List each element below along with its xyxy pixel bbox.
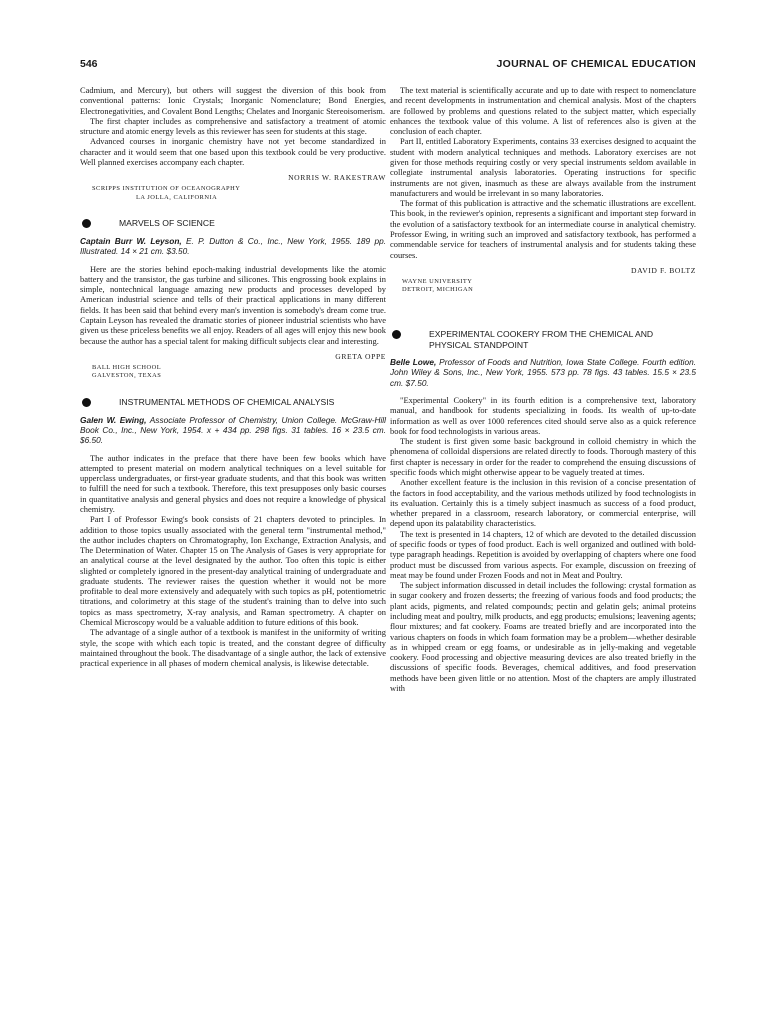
book-details: Associate Professor of Chemistry, Union College. McGraw-Hill Book Co., Inc., New York, 1954. x + 434 pp. 298 figs. 31 tables. 16 × 23.5 cm. $6.50.: [80, 414, 386, 446]
page-header: [80, 58, 696, 72]
left-column: [80, 85, 386, 668]
reviewer-name: NORRIS W. RAKESTRAW: [288, 173, 386, 183]
review-heading: [80, 397, 386, 408]
journal-title: JOURNAL OF CHEMICAL EDUCATION: [496, 58, 696, 70]
body-paragraph: Another excellent feature is the inclusion in this revision of a concise presentation of the factors in food acceptability, and the various methods utilized by food technologists in its evaluation. Certainly this is a timely subject inasmuch as success of a food product, whether prepared in a classroom, research laboratory, or commercial enterprise, will depend upon its palatability characteristics.: [390, 477, 696, 529]
review-title: INSTRUMENTAL METHODS OF CHEMICAL ANALYSIS: [119, 397, 335, 408]
book-details: Professor of Foods and Nutrition, Iowa State College. Fourth edition. John Wiley & Sons, Inc., New York, 1955. 573 pp. 78 figs. 43 tables. 15.5 × 23.5 cm. $7.50.: [390, 357, 696, 388]
body-paragraph: "Experimental Cookery" in its fourth edition is a comprehensive text, laboratory manual, and handbook for students specializing in foods. Its wealth of up-to-date information as well as over 1000 references cited should serve also as a quick reference book for food technologists in various areas.: [390, 395, 696, 436]
body-paragraph: The first chapter includes as comprehensive and satisfactory a treatment of atomic structure and atomic energy levels as this reviewer has seen for students at this stage.: [80, 115, 386, 137]
bullet-icon: [82, 398, 91, 407]
body-paragraph: Advanced courses in inorganic chemistry have not yet become standardized in character and it would seem that one based upon this textbook could be very productive. Well planned exercises accompany each chapter.: [80, 136, 386, 167]
review-heading: [390, 329, 696, 350]
reviewer-location: DETROIT, MICHIGAN: [402, 286, 474, 294]
reviewer-affiliation: SCRIPPS INSTITUTION OF OCEANOGRAPHY: [92, 185, 241, 193]
reviewer-affiliation: WAYNE UNIVERSITY: [402, 277, 473, 285]
body-paragraph: The text material is scientifically accurate and up to date with respect to nomenclature and recent developments in instrumentation and chemical analysis. Most of the chapters are followed by problems and questions related to the subject matter, which especially enhances the textbook value of this volume. A list of references also is given at the conclusion of each chapter.: [390, 85, 696, 137]
reviewer-location: LA JOLLA, CALIFORNIA: [136, 193, 218, 201]
body-paragraph: The author indicates in the preface that there have been few books which have attempted to present material on modern analytical techniques on a level suitable for upperclass undergraduates, or first-year graduate students, and that this book was written to fulfill the need for such a textbook. Therefore, this text presupposes only basic courses in quantitative analysis and general physics and does not require a knowledge of physical chemistry.: [80, 452, 386, 514]
book-details: E. P. Dutton & Co., Inc., New York, 1955. 189 pp. Illustrated. 14 × 21 cm. $3.50.: [80, 236, 386, 257]
book-citation: [80, 236, 386, 257]
bullet-icon: [392, 330, 401, 339]
body-paragraph: The student is first given some basic background in colloid chemistry in which the phenomena of colloidal dispersions are related directly to foods. Thorough mastery of this first chapter is necessary in order for the reader to comprehend the ensuing discussions of specific foods which might otherwise appear to be vaguely treated at times.: [390, 436, 696, 478]
review-heading: [80, 218, 386, 229]
book-citation: [80, 415, 386, 446]
body-paragraph: The format of this publication is attractive and the schematic illustrations are excellent. This book, in the reviewer's opinion, represents a significant and important step forward in the evolution of a satisfactory textbook for an intermediate course in analytical chemistry. Professor Ewing, in writing such an improved and satisfactory textbook, has performed a commendable service for teachers of instrumental analysis and for students taking these courses.: [390, 198, 696, 260]
right-column: [390, 85, 696, 693]
reviewer-location: GALVESTON, TEXAS: [92, 372, 162, 380]
reviewer-name: DAVID F. BOLTZ: [631, 265, 696, 275]
review-title: EXPERIMENTAL COOKERY FROM THE CHEMICAL AND PHYSICAL STANDPOINT: [429, 328, 654, 350]
page-number: 546: [80, 58, 98, 70]
reviewer-affiliation: BALL HIGH SCHOOL: [92, 363, 162, 371]
book-author: Captain Burr W. Leyson,: [80, 236, 182, 247]
book-citation: [390, 357, 696, 388]
body-paragraph: Part I of Professor Ewing's book consists of 21 chapters devoted to principles. In addition to those topics usually associated with the general term "instrumental method," the author includes chapters on Chromatography, Ion Exchange, Extraction Analysis, and The Determination of Water. Chapter 15 on The Analysis of Gases is very appropriate for an analytical course at the level designated by the author. Too often this topic is either slighted or completely ignored in the present-day analytical training of undergraduate and graduate students. The reviewer raises the question whether it would not be more profitable to deal more extensively and adequately with such topics as pH, potentiometric titrations, and colorimetry at this stage of the student's training than to delve into such topics as mass spectrometry, X-ray analysis, and Raman spectrometry. A chapter on Chemical Microscopy would be a valuable addition to future editions of this book.: [80, 514, 386, 628]
book-author: Belle Lowe,: [390, 357, 437, 368]
body-paragraph: The text is presented in 14 chapters, 12 of which are devoted to the detailed discussion of specific foods or types of food product. Each is well organized and outlined with bold-type paragraph headings. Repetition is avoided by overlapping of chapters where one food product must be discussed from various aspects. For example, discussion on freezing of meat may be found under Frozen Foods and not in Meat and Poultry.: [390, 528, 696, 580]
body-paragraph: Part II, entitled Laboratory Experiments, contains 33 exercises designed to acquaint the student with modern analytical techniques and methods. Laboratory exercises are not given for those methods requiring costly or very special instruments seldom available in collegiate instrumental analysis laboratories. Operating instructions for specific instruments are not given, inasmuch as these are always available from the instrument manufacturers and would be irrelevant in so many laboratories.: [390, 136, 696, 198]
body-paragraph: The subject information discussed in detail includes the following: crystal formation as in sugar cookery and frozen desserts; the freezing of various foods and food products; the plant acids, pigments, and related compounds; pectin and gelatin gels; animal proteins including meat and poultry, milk products, and egg products; emulsions; leavening agents; flour mixtures; and fat cookery. Foams are treated briefly and are incorporated into the various chapters on foods in which foam formation may be a problem—whether desirable as in whipped cream or egg foams, or undesirable as in jelly-making and vegetable cookery. Food processing and objective measuring devices are also treated briefly in the discussions of specific foods. Beverages, chemical additives, and food preservation methods have been given little or no attention. Most of the chapters are amply illustrated with: [390, 580, 696, 693]
body-paragraph: Cadmium, and Mercury), but others will suggest the diversion of this book from conventional patterns: Ionic Crystals; Inorganic Nomenclature; Bond Energies, Electronegativities, and Covalent Bond Lengths; Chelates and Inorganic Stereoisomerism.: [80, 85, 386, 116]
body-paragraph: The advantage of a single author of a textbook is manifest in the uniformity of writing style, the scope with which each topic is treated, and the constant degree of difficulty maintained throughout the book. The disadvantage of a single author, the lack of extensive practical experience in all phases of modern chemical analysis, is likewise detectable.: [80, 627, 386, 669]
body-paragraph: Here are the stories behind epoch-making industrial developments like the atomic battery and the transistor, the gas turbine and silicones. This engrossing book explains in simple, nontechnical language amazing new products and processes developed by American industrial science and tells of their practical applications in many different fields. It has been said that behind every man's invention is somebody's dream come true. Captain Leyson has revealed the dramatic stories of pioneer industrial scientists who have given us these priceless benefits we all enjoy. Readers of all ages will enjoy this new book because the author has a special talent for making difficult subjects clear and interesting.: [80, 263, 386, 346]
reviewer-name: GRETA OPPE: [335, 351, 386, 361]
book-author: Galen W. Ewing,: [80, 414, 147, 425]
bullet-icon: [82, 219, 91, 228]
review-title: MARVELS OF SCIENCE: [119, 218, 215, 229]
